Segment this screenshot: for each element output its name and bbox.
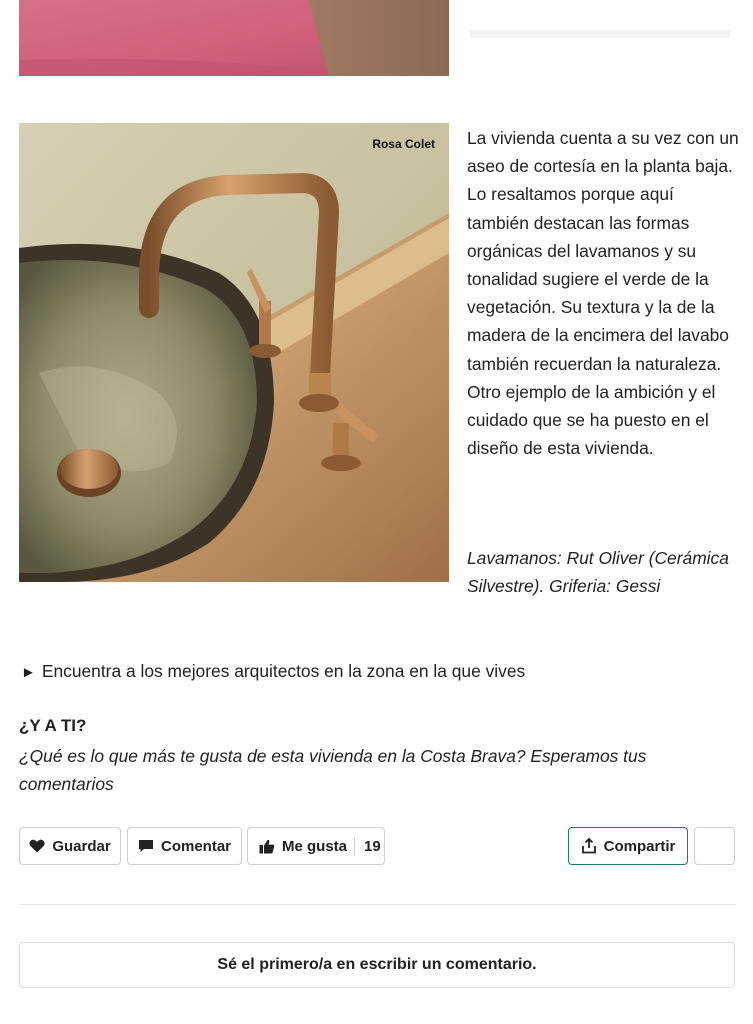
save-label: Guardar xyxy=(52,837,111,855)
cta-title: ¿Y A TI? xyxy=(19,716,87,735)
like-count: 19 xyxy=(364,837,381,855)
share-label: Compartir xyxy=(603,837,676,855)
photo-caption: Lavamanos: Rut Oliver (Cerámica Silvestre). Griferia: Gessi xyxy=(467,548,729,597)
share-icon xyxy=(581,838,597,854)
first-comment-button[interactable]: Sé el primero/a en escribir un comentario. xyxy=(19,942,735,988)
like-separator xyxy=(354,837,355,855)
divider xyxy=(19,904,735,905)
comment-button[interactable] xyxy=(127,827,242,865)
comment-label: Comentar xyxy=(160,837,231,855)
heart-icon xyxy=(29,839,45,853)
cta-text: ¿Qué es lo que más te gusta de esta vivienda en la Costa Brava? Esperamos tus comentarios xyxy=(19,746,647,794)
top-photo xyxy=(19,0,449,76)
article-paragraph: La vivienda cuenta a su vez con un aseo de cortesía en la planta baja. Lo resaltamos porque aquí también destacan las formas orgánicas del lavamanos y su tonalidad sugiere el verde de la vegetación. Su textura y la de la madera de la encimera del lavabo también recuerdan la naturaleza. Otro ejemplo de la ambición y el cuidado que se ha puesto en el diseño de esta vivienda. xyxy=(467,128,739,459)
thumbs-up-icon xyxy=(259,839,275,854)
more-options-button[interactable] xyxy=(694,827,735,865)
photo-credit: Rosa Colet xyxy=(372,137,435,151)
comment-icon xyxy=(138,839,154,853)
promo-link[interactable] xyxy=(21,658,525,686)
save-button[interactable] xyxy=(19,827,121,865)
arrow-icon: ► xyxy=(21,664,36,681)
top-faint-shadow xyxy=(460,20,740,50)
share-button[interactable] xyxy=(568,827,688,865)
main-photo[interactable] xyxy=(19,123,449,582)
promo-link-text[interactable]: Encuentra a los mejores arquitectos en la zona en la que vives xyxy=(41,661,526,681)
like-label: Me gusta xyxy=(282,837,348,855)
like-button[interactable] xyxy=(247,827,385,865)
